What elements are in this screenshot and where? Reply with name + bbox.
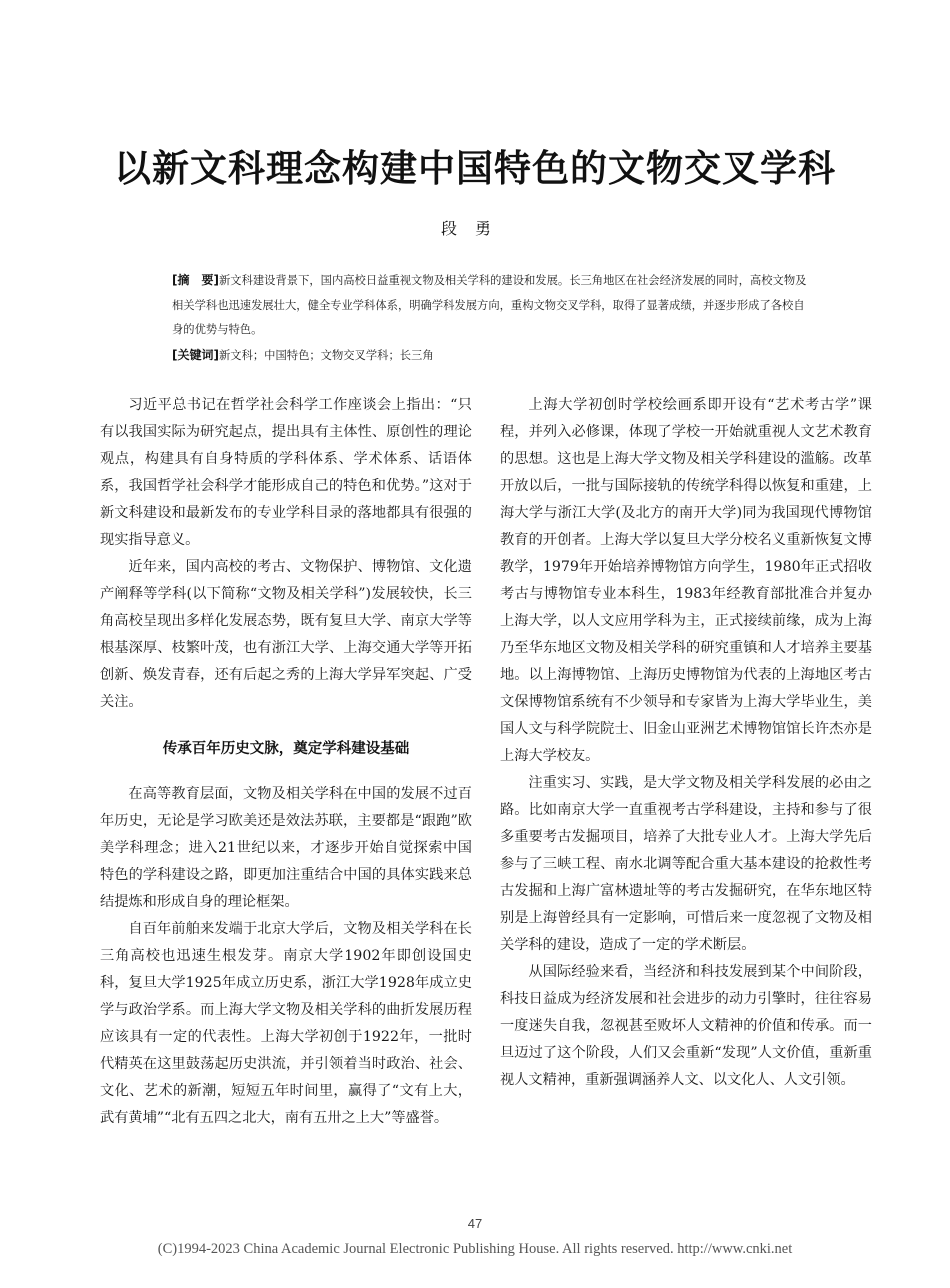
left-paragraph-4: 自百年前舶来发端于北京大学后，文物及相关学科在长三角高校也迅速生根发芽。南京大学1902年即创设国史科，复旦大学1925年成立历史系，浙江大学1928年成立史学与政治学系。而上海大学文物及相关学科的曲折发展历程应该具有一定的代表性。上海大学初创于1922年，一批时代精英在这里鼓荡起历史洪流，并引领着当时政治、社会、文化、艺术的新潮，短短五年时间里，赢得了“文有上大，武有黄埔”“北有五四之北大，南有五卅之上大”等盛誉。 xyxy=(100,921,472,1126)
abstract-block xyxy=(172,268,812,368)
left-paragraph-3: 在高等教育层面，文物及相关学科在中国的发展不过百年历史，无论是学习欧美还是效法苏联，主要都是“跟跑”欧美学科理念；进入21世纪以来，才逐步开始自觉探索中国特色的学科建设之路，即更加注重结合中国的具体实践来总结提炼和形成自身的理论框架。 xyxy=(100,786,472,910)
keywords-paragraph xyxy=(172,343,812,369)
left-paragraph-1: 习近平总书记在哲学社会科学工作座谈会上指出：“只有以我国实际为研究起点，提出具有主体性、原创性的理论观点，构建具有自身特质的学科体系、学术体系、话语体系，我国哲学社会科学才能形成自己的特色和优势。”这对于新文科建设和最新发布的专业学科目录的落地都具有很强的现实指导意义。 xyxy=(100,397,472,548)
right-paragraph-3: 从国际经验来看，当经济和科技发展到某个中间阶段，科技日益成为经济发展和社会进步的动力引擎时，往往容易一度迷失自我，忽视甚至败坏人文精神的价值和传承。而一旦迈过了这个阶段，人们又会重新“发现”人文价值，重新重视人文精神，重新强调涵养人文、以文化人、人文引领。 xyxy=(500,964,872,1088)
page-number: 47 xyxy=(467,1216,483,1231)
left-column xyxy=(100,392,472,1132)
article-author: 段勇 xyxy=(440,219,509,238)
abstract-label: [摘 要] xyxy=(172,273,219,287)
left-paragraph-2: 近年来，国内高校的考古、文物保护、博物馆、文化遗产阐释等学科(以下简称“文物及相关学科”)发展较快，长三角高校呈现出多样化发展态势，既有复旦大学、南京大学等根基深厚、枝繁叶茂，也有浙江大学、上海交通大学等开拓创新、焕发青春，还有后起之秀的上海大学异军突起、广受关注。 xyxy=(100,559,472,710)
abstract-text: 新文科建设背景下，国内高校日益重视文物及相关学科的建设和发展。长三角地区在社会经济发展的同时，高校文物及相关学科也迅速发展壮大，健全专业学科体系，明确学科发展方向，重构文物交叉学科，取得了显著成绩，并逐步形成了各校自身的优势与特色。 xyxy=(172,274,807,336)
abstract-paragraph xyxy=(172,268,812,343)
keywords-text: 新文科；中国特色；文物交叉学科；长三角 xyxy=(218,348,434,362)
section-heading: 传承百年历史文脉，奠定学科建设基础 xyxy=(162,741,410,757)
right-column xyxy=(500,392,872,1094)
article-title: 以新文科理念构建中国特色的文物交叉学科 xyxy=(114,147,836,190)
copyright-footer: (C)1994-2023 China Academic Journal Electronic Publishing House. All rights reserved. http://www.cnki.net xyxy=(157,1241,793,1257)
right-paragraph-2: 注重实习、实践，是大学文物及相关学科发展的必由之路。比如南京大学一直重视考古学科建设，主持和参与了很多重要考古发掘项目，培养了大批专业人才。上海大学先后参与了三峡工程、南水北调等配合重大基本建设的抢救性考古发掘和上海广富林遗址等的考古发掘研究，在华东地区特别是上海曾经具有一定影响，可惜后来一度忽视了文物及相关学科的建设，造成了一定的学术断层。 xyxy=(500,775,872,953)
right-paragraph-1: 上海大学初创时学校绘画系即开设有“艺术考古学”课程，并列入必修课，体现了学校一开始就重视人文艺术教育的思想。这也是上海大学文物及相关学科建设的滥觞。改革开放以后，一批与国际接轨的传统学科得以恢复和重建，上海大学与浙江大学(及北方的南开大学)同为我国现代博物馆教育的开创者。上海大学以复旦大学分校名义重新恢复文博教学，1979年开始培养博物馆方向学生，1980年正式招收考古与博物馆专业本科生，1983年经教育部批准合并复办上海大学，以人文应用学科为主，正式接续前缘，成为上海乃至华东地区文物及相关学科的研究重镇和人才培养主要基地。以上海博物馆、上海历史博物馆为代表的上海地区考古文保博物馆系统有不少领导和专家皆为上海大学毕业生，美国人文与科学院院士、旧金山亚洲艺术博物馆馆长许杰亦是上海大学校友。 xyxy=(500,397,872,764)
keywords-label: [关键词] xyxy=(172,347,219,362)
